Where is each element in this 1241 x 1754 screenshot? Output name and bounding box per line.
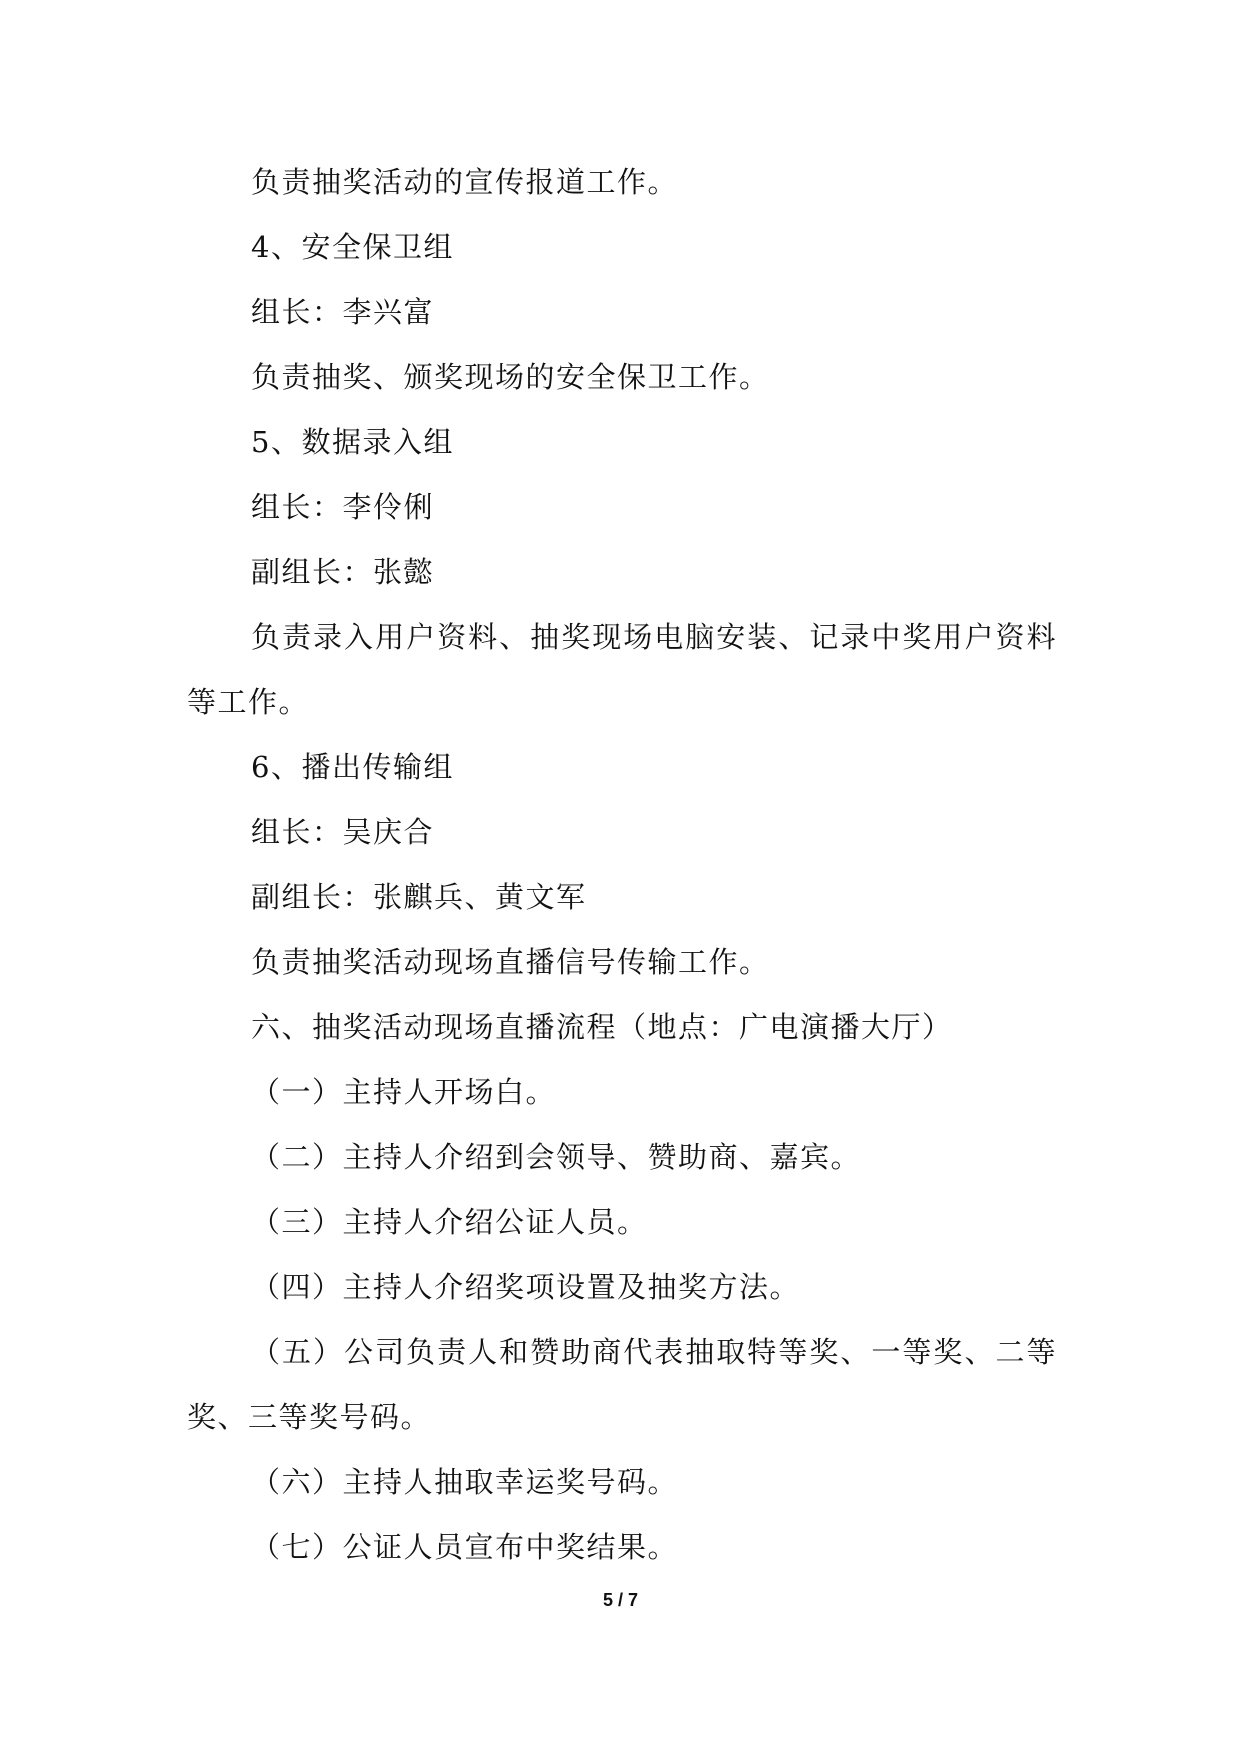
paragraph-broadcast-duty: 负责抽奖活动现场直播信号传输工作。: [251, 945, 770, 979]
paragraph-data-entry-duty: 负责录入用户资料、抽奖现场电脑安装、记录中奖用户资料等工作。: [187, 620, 1057, 719]
page-number: 5 / 7: [602, 1590, 639, 1610]
data-entry-group-leader: 组长：李伶俐: [251, 490, 435, 524]
process-step-4: （四）主持人介绍奖项设置及抽奖方法。: [251, 1270, 801, 1304]
paragraph-security-duty: 负责抽奖、颁奖现场的安全保卫工作。: [251, 360, 770, 394]
broadcast-group-deputies: 副组长：张麒兵、黄文军: [251, 880, 587, 914]
process-step-1: （一）主持人开场白。: [251, 1075, 557, 1109]
heading-broadcast-group: 6、播出传输组: [251, 750, 454, 784]
document-body: [187, 150, 1057, 1580]
process-step-7: （七）公证人员宣布中奖结果。: [251, 1530, 679, 1564]
process-step-2: （二）主持人介绍到会领导、赞助商、嘉宾。: [251, 1140, 862, 1174]
security-group-leader: 组长：李兴富: [251, 295, 435, 329]
data-entry-group-deputy: 副组长：张懿: [251, 555, 435, 589]
heading-data-entry-group: 5、数据录入组: [251, 425, 454, 459]
heading-security-group: 4、安全保卫组: [251, 230, 454, 264]
broadcast-group-leader: 组长：吴庆合: [251, 815, 435, 849]
process-step-3: （三）主持人介绍公证人员。: [251, 1205, 648, 1239]
process-step-5: （五）公司负责人和赞助商代表抽取特等奖、一等奖、二等奖、三等奖号码。: [187, 1335, 1057, 1434]
heading-live-broadcast-process: 六、抽奖活动现场直播流程（地点：广电演播大厅）: [251, 1010, 953, 1044]
process-step-6: （六）主持人抽取幸运奖号码。: [251, 1465, 679, 1499]
paragraph-publicity-duty: 负责抽奖活动的宣传报道工作。: [251, 165, 679, 199]
